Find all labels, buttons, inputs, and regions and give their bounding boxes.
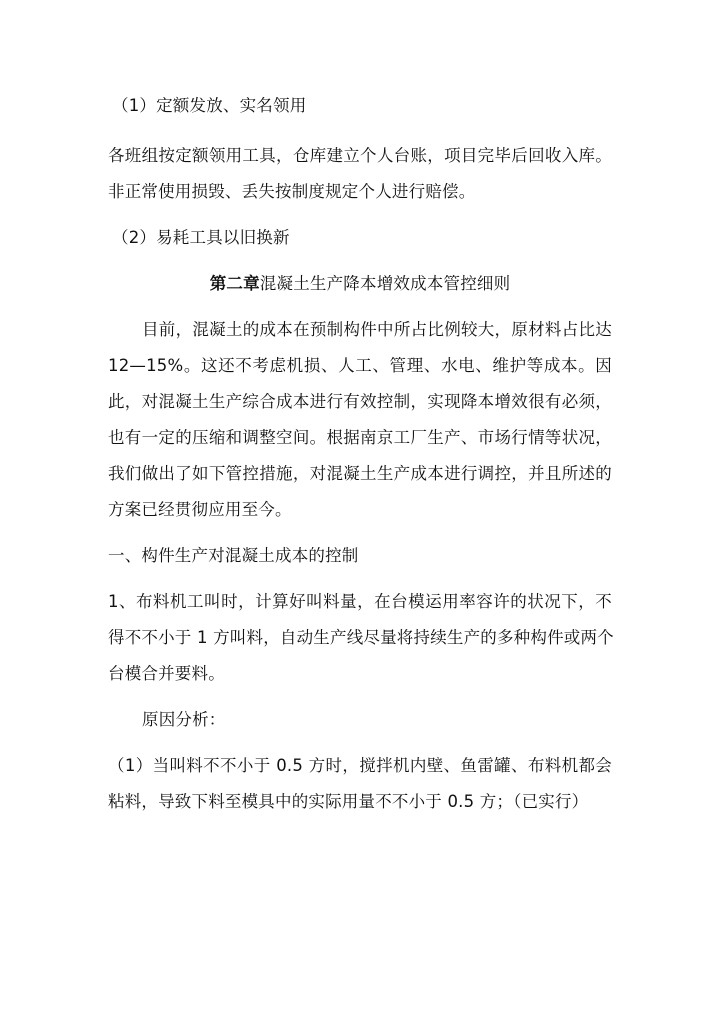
item-1-line-1: 1、布料机工叫时，计算好叫料量，在台模运用率容许的状况下，不 — [108, 592, 612, 611]
chapter-title — [108, 266, 612, 302]
document-body — [108, 88, 612, 820]
paragraph-2-line-4: 也有一定的压缩和调整空间。根据南京工厂生产、市场行情等状况， — [108, 428, 612, 447]
paragraph-2-line-6: 方案已经贯彻应用至今。 — [108, 500, 292, 519]
reason-label: 原因分析： — [142, 710, 226, 729]
chapter-number: 第二章 — [209, 274, 260, 293]
paragraph-1-line-2: 非正常使用损毁、丢失按制度规定个人进行赔偿。 — [108, 182, 476, 201]
item-1-line-3: 台模合并要料。 — [108, 664, 225, 683]
paragraph-2-line-1: 目前，混凝土的成本在预制构件中所占比例较大，原材料占比达 — [142, 320, 612, 339]
section-item-1: （1）定额发放、实名领用 — [112, 96, 307, 115]
reason-1-line-2: 粘料，导致下料至模具中的实际用量不不小于 0.5 方；（已实行） — [108, 792, 589, 811]
paragraph-2-line-3: 此，对混凝土生产综合成本进行有效控制，实现降本增效很有必须， — [108, 392, 612, 411]
reason-1-line-1: （1）当叫料不不小于 0.5 方时，搅拌机内壁、鱼雷罐、布料机都会 — [108, 756, 612, 775]
section-item-2: （2）易耗工具以旧换新 — [112, 228, 290, 247]
paragraph-2-line-5: 我们做出了如下管控措施，对混凝土生产成本进行调控，并且所述的 — [108, 464, 612, 483]
paragraph-2-line-2: 12—15%。这还不考虑机损、人工、管理、水电、维护等成本。因 — [108, 356, 612, 375]
item-1-line-2: 得不不小于 1 方叫料，自动生产线尽量将持续生产的多种构件或两个 — [108, 628, 614, 647]
heading-1: 一、构件生产对混凝土成本的控制 — [108, 546, 359, 565]
paragraph-1-line-1: 各班组按定额领用工具，仓库建立个人台账，项目完毕后回收入库。 — [108, 146, 612, 165]
chapter-name: 混凝土生产降本增效成本管控细则 — [259, 274, 511, 293]
